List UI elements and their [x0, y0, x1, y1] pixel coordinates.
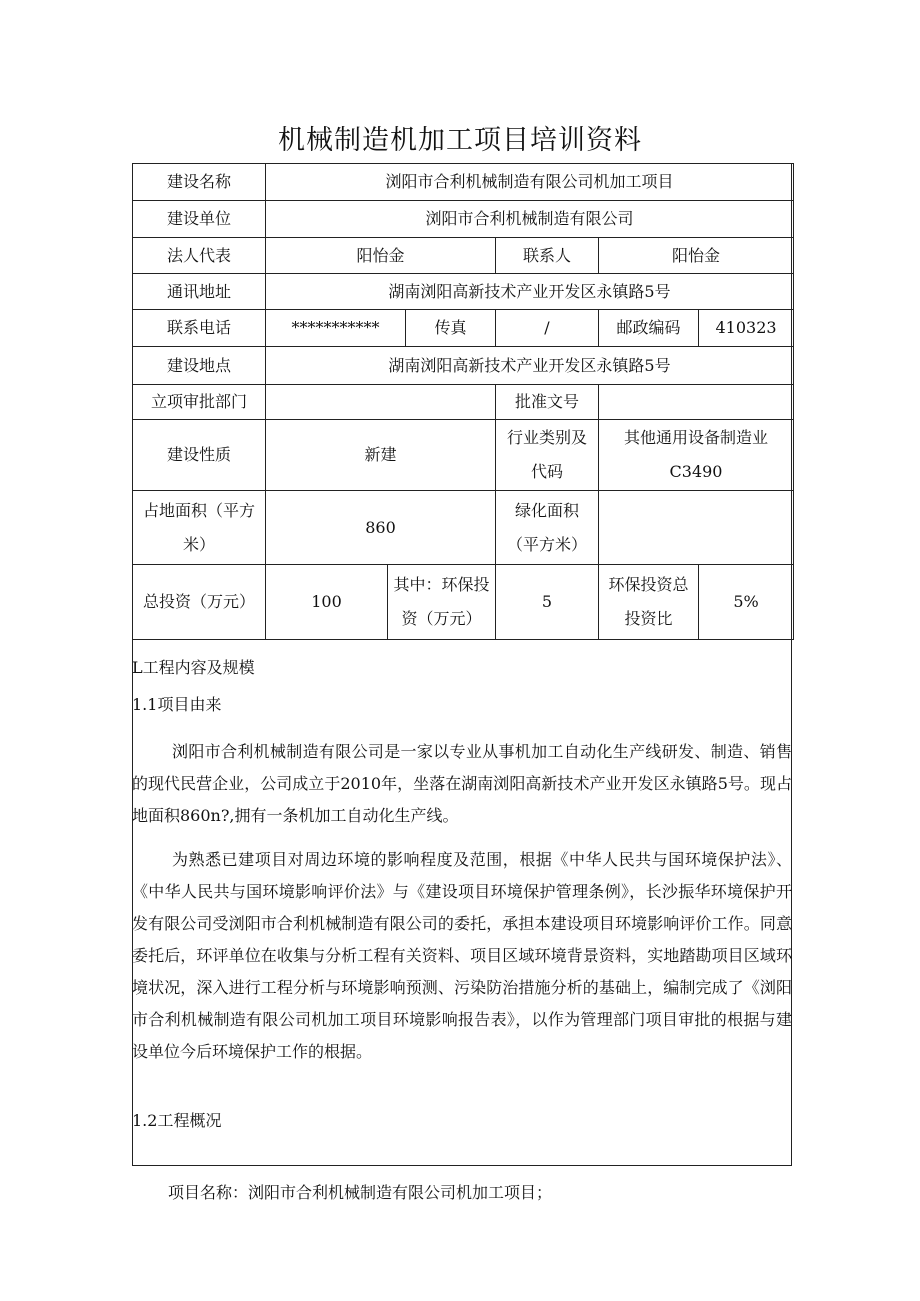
cell-label: 传真	[406, 310, 496, 347]
subsection-heading: 1.1项目由来	[132, 695, 222, 714]
cell-value: /	[496, 310, 599, 347]
cell-value: 浏阳市合利机械制造有限公司机加工项目	[266, 164, 794, 201]
cell-value: 浏阳市合利机械制造有限公司	[266, 201, 794, 238]
cell-label: 总投资（万元）	[133, 565, 266, 640]
table-row	[133, 347, 794, 385]
cell-label: 立项审批部门	[133, 385, 266, 420]
cell-label: 法人代表	[133, 238, 266, 274]
cell-label: 联系电话	[133, 310, 266, 347]
cell-label: 环保投资总投资比	[599, 565, 699, 640]
cell-label: 批准文号	[496, 385, 599, 420]
cell-label: 占地面积（平方米）	[133, 491, 266, 565]
cell-label: 建设名称	[133, 164, 266, 201]
cell-label: 通讯地址	[133, 274, 266, 310]
table-row	[133, 164, 794, 201]
cell-label: 行业类别及代码	[496, 420, 599, 491]
table-row	[133, 201, 794, 238]
cell-label: 建设单位	[133, 201, 266, 238]
cell-value: 阳怡金	[266, 238, 496, 274]
cell-value: 湖南浏阳高新技术产业开发区永镇路5号	[266, 274, 794, 310]
cell-value: 860	[266, 491, 496, 565]
cell-value: 湖南浏阳高新技术产业开发区永镇路5号	[266, 347, 794, 385]
cell-value	[599, 385, 794, 420]
cell-label: 其中：环保投资（万元）	[388, 565, 496, 640]
cell-value: 其他通用设备制造业C3490	[599, 420, 794, 491]
cell-label: 建设性质	[133, 420, 266, 491]
table-row	[133, 310, 794, 347]
cell-value: 5	[496, 565, 599, 640]
cell-value: 新建	[266, 420, 496, 491]
cell-value: 5%	[699, 565, 794, 640]
cell-value: 阳怡金	[599, 238, 794, 274]
table-row	[133, 420, 794, 491]
project-name-line: 项目名称：浏阳市合利机械制造有限公司机加工项目；	[168, 1183, 553, 1202]
subsection-heading: 1.2工程概况	[132, 1111, 222, 1130]
cell-label: 联系人	[496, 238, 599, 274]
paragraph: 为熟悉已建项目对周边环境的影响程度及范围，根据《中华人民共与国环境保护法》、《中华人民共与国环境影响评价法》与《建设项目环境保护管理条例》，长沙振华环境保护开发有限公司受浏阳市合利机械制造有限公司的委托，承担本建设项目环境影响评价工作。同意委托后，环评单位在收集与分析工程有关资料、项目区域环境背景资料，实地踏勘项目区域环境状况，深入进行工程分析与环境影响预测、污染防治措施分析的基础上，编制完成了《浏阳市合利机械制造有限公司机加工项目环境影响报告表》，以作为管理部门项目审批的根据与建设单位今后环境保护工作的根据。	[132, 850, 792, 1061]
cell-label: 邮政编码	[599, 310, 699, 347]
paragraph: 浏阳市合利机械制造有限公司是一家以专业从事机加工自动化生产线研发、制造、销售的现代民营企业，公司成立于2010年，坐落在湖南浏阳高新技术产业开发区永镇路5号。现占地面积860n?,拥有一条机加工自动化生产线。	[132, 742, 792, 825]
table-row	[133, 385, 794, 420]
page-title: 机械制造机加工项目培训资料	[278, 125, 642, 156]
cell-value	[266, 385, 496, 420]
cell-value	[599, 491, 794, 565]
project-info-table	[132, 163, 794, 640]
cell-value: ***********	[266, 310, 406, 347]
table-row	[133, 274, 794, 310]
cell-value: 410323	[699, 310, 794, 347]
table-row	[133, 238, 794, 274]
section-heading: L工程内容及规模	[132, 658, 255, 677]
cell-label: 建设地点	[133, 347, 266, 385]
table-row	[133, 491, 794, 565]
table-row	[133, 565, 794, 640]
cell-label: 绿化面积（平方米）	[496, 491, 599, 565]
cell-value: 100	[266, 565, 388, 640]
